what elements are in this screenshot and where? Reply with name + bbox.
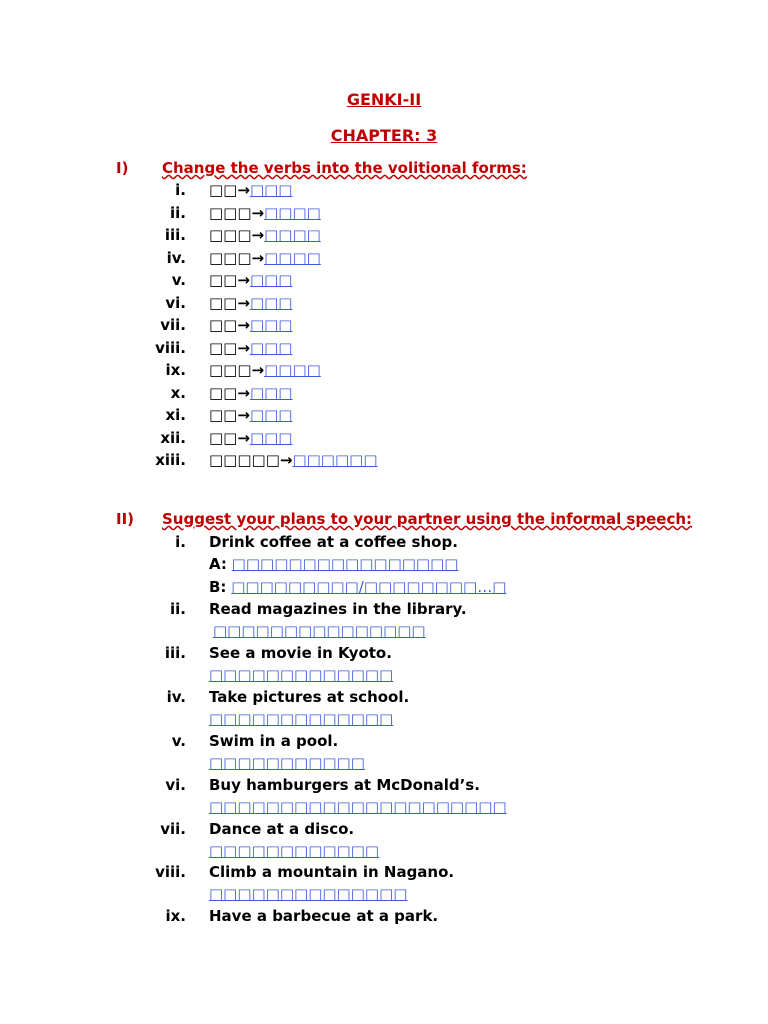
s1-item-conversion bbox=[209, 451, 378, 469]
s2-item-prompt: Have a barbecue at a park. bbox=[209, 907, 439, 925]
s1-item-answer: □□□□ bbox=[264, 361, 321, 379]
s1-item-answer: □□□□ bbox=[264, 248, 321, 267]
s1-item-answer: □□□ bbox=[249, 271, 293, 289]
s2-item-number: iii. bbox=[164, 644, 186, 662]
right-arrow-icon: → bbox=[237, 406, 250, 424]
s1-item-conversion bbox=[209, 204, 321, 222]
speaker-a-label: A: bbox=[209, 555, 227, 573]
s1-item-verb: □□ bbox=[209, 316, 238, 334]
s1-item-answer: □□□ bbox=[249, 338, 293, 357]
s2-item-prompt: Climb a mountain in Nagano. bbox=[209, 863, 455, 881]
s1-item-number: ii. bbox=[170, 203, 186, 222]
s2-item-answer: □□□□□□□□□□□□□ bbox=[209, 710, 394, 728]
s1-item-conversion bbox=[209, 384, 292, 402]
s2-item-number: iv. bbox=[166, 688, 186, 706]
s2-item-number: vii. bbox=[160, 820, 186, 838]
s2-item-answer: □□□□□□□□□□□ bbox=[209, 754, 365, 772]
s1-item-verb: □□ bbox=[209, 406, 238, 424]
s2-item-prompt: Dance at a disco. bbox=[209, 820, 355, 838]
s1-item-answer: □□□ bbox=[249, 316, 293, 334]
section1-number: I) bbox=[116, 159, 129, 177]
right-arrow-icon: → bbox=[251, 248, 265, 267]
s2-item-prompt: Read magazines in the library. bbox=[209, 600, 467, 618]
section2-number: II) bbox=[116, 510, 135, 528]
right-arrow-icon: → bbox=[251, 203, 265, 222]
s2-item-prompt: Drink coffee at a coffee shop. bbox=[209, 533, 458, 551]
s2-item-number: v. bbox=[171, 732, 186, 750]
s1-item-number: iii. bbox=[164, 226, 186, 244]
s2-item-number: vi. bbox=[165, 776, 186, 794]
s1-item-answer: □□□ bbox=[249, 383, 293, 402]
s1-item-conversion bbox=[209, 316, 292, 334]
s1-item-answer: □□□ bbox=[249, 293, 293, 312]
right-arrow-icon: → bbox=[279, 451, 293, 469]
s1-item-answer: □□□□□□ bbox=[292, 451, 378, 469]
s1-item-conversion bbox=[209, 181, 292, 199]
s1-item-number: viii. bbox=[155, 338, 186, 357]
s2-item-answer: □□□□□□□□□□□□ bbox=[209, 842, 380, 860]
s1-item-conversion bbox=[209, 226, 321, 244]
s1-item-verb: □□□ bbox=[209, 226, 252, 244]
s2-item-answer: □□□□□□□□□□□□□ bbox=[209, 666, 394, 684]
s2-item-answer: □□□□□□□□□□□□□□ bbox=[209, 885, 408, 903]
s1-item-verb: □□ bbox=[209, 181, 238, 199]
s1-item-verb: □□□ bbox=[209, 203, 252, 222]
s1-item-verb: □□ bbox=[209, 428, 238, 447]
chapter-title: CHAPTER: 3 bbox=[330, 126, 438, 145]
s1-item-conversion bbox=[209, 339, 292, 357]
right-arrow-icon: → bbox=[237, 316, 250, 334]
s2-item-dialogue-a bbox=[209, 555, 458, 573]
s1-item-conversion bbox=[209, 249, 321, 267]
speaker-a-answer: □□□□□□□□□□□□□□□□ bbox=[231, 555, 459, 573]
s2-item-answer: □□□□□□□□□□□□□□□ bbox=[213, 622, 426, 640]
s2-item-answer: □□□□□□□□□□□□□□□□□□□□□ bbox=[209, 798, 507, 816]
s2-item-number: i. bbox=[175, 533, 186, 551]
right-arrow-icon: → bbox=[251, 361, 265, 379]
section1-title: Change the verbs into the volitional forms: bbox=[162, 159, 527, 177]
right-arrow-icon: → bbox=[237, 181, 250, 199]
s2-item-prompt: See a movie in Kyoto. bbox=[209, 644, 392, 662]
right-arrow-icon: → bbox=[237, 428, 250, 447]
s1-item-conversion bbox=[209, 361, 321, 379]
s2-item-dialogue-b bbox=[209, 578, 506, 596]
s2-item-number: viii. bbox=[155, 863, 186, 881]
s1-item-number: xi. bbox=[165, 406, 186, 424]
s1-item-answer: □□□ bbox=[249, 406, 293, 424]
s2-item-prompt: Swim in a pool. bbox=[209, 732, 339, 750]
s1-item-verb: □□ bbox=[209, 383, 238, 402]
right-arrow-icon: → bbox=[251, 226, 265, 244]
s1-item-answer: □□□ bbox=[249, 181, 293, 199]
s1-item-number: vi. bbox=[165, 293, 186, 312]
page-title: GENKI-II bbox=[346, 90, 422, 109]
s1-item-number: xiii. bbox=[155, 451, 186, 469]
s1-item-number: xii. bbox=[160, 428, 186, 447]
right-arrow-icon: → bbox=[237, 383, 250, 402]
section2-title: Suggest your plans to your partner using the informal speech: bbox=[162, 510, 693, 528]
s1-item-verb: □□ bbox=[209, 271, 238, 289]
s1-item-verb: □□□□□ bbox=[209, 451, 280, 469]
s2-item-number: ix. bbox=[165, 907, 186, 925]
s1-item-conversion bbox=[209, 429, 292, 447]
s1-item-verb: □□ bbox=[209, 338, 238, 357]
right-arrow-icon: → bbox=[237, 271, 250, 289]
right-arrow-icon: → bbox=[237, 293, 250, 312]
s1-item-answer: □□□□ bbox=[264, 203, 321, 222]
s1-item-number: x. bbox=[170, 383, 186, 402]
s1-item-conversion bbox=[209, 294, 292, 312]
s2-item-prompt: Buy hamburgers at McDonald’s. bbox=[209, 776, 480, 794]
s1-item-number: i. bbox=[175, 181, 186, 199]
s1-item-verb: □□ bbox=[209, 293, 238, 312]
s1-item-verb: □□□ bbox=[209, 248, 252, 267]
s2-item-prompt: Take pictures at school. bbox=[209, 688, 410, 706]
speaker-b-answer: □□□□□□□□□/□□□□□□□□…□ bbox=[231, 578, 507, 596]
s1-item-conversion bbox=[209, 406, 292, 424]
s1-item-number: ix. bbox=[165, 361, 186, 379]
right-arrow-icon: → bbox=[237, 338, 250, 357]
s1-item-number: iv. bbox=[166, 248, 186, 267]
s2-item-number: ii. bbox=[170, 600, 186, 618]
s1-item-answer: □□□□ bbox=[264, 226, 321, 244]
s1-item-number: vii. bbox=[160, 316, 186, 334]
speaker-b-label: B: bbox=[209, 578, 227, 596]
s1-item-conversion bbox=[209, 271, 292, 289]
s1-item-verb: □□□ bbox=[209, 361, 252, 379]
s1-item-answer: □□□ bbox=[249, 428, 293, 447]
s1-item-number: v. bbox=[171, 271, 186, 289]
